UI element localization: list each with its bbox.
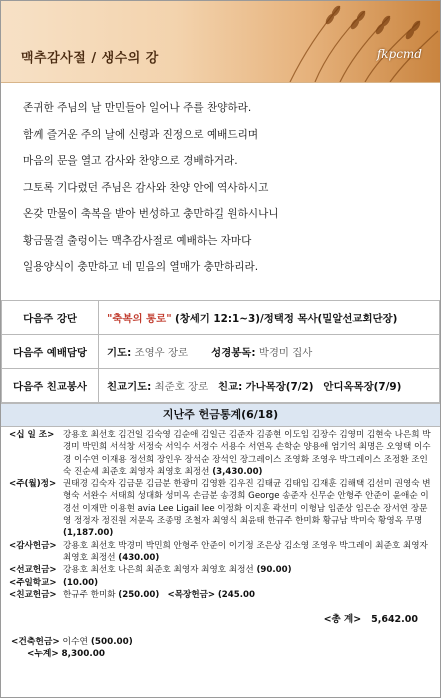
fellowship-offering-names: 한규주 한미화	[63, 589, 116, 600]
offering-total	[324, 611, 418, 625]
mission-names: 강용호 최선호 나은희 최준호 최영자 최영호 최정선	[63, 565, 254, 576]
header-banner	[1, 1, 440, 83]
poem-line: 존귀한 주님의 날 만민들아 일어나 주를 찬양하라.	[23, 102, 252, 114]
reading-label: 성경봉독:	[211, 347, 256, 359]
building-fund	[11, 636, 133, 660]
weekly-names: 권태경 김숙자 김금문 김금분 한광미 김영환 김우진 김태균 김태임 김재훈 김해택 김선미 권영숙 변형숙 서완수 서태희 성대화 성미옥 손금분 송경희 George 송준자 신무순 안형주 안준이 윤애순 이경선 이재만 이용현 avia Lee Ligail lee 이정화 이지훈 곽선미 이형남 임준상 임은순 장서연 장문영 정정자 정진원 저문옥 조종명 조철자 최영식 최윤태 한규주 한미화 황규남 박미숙 황영옥 무명	[63, 479, 431, 527]
tithe-names: 강용호 최선호 김건일 김숙영 김순애 김일근 김준자 김종현 이도임 김장수 김영미 김현숙 나은희 박경미 박민희 서석창 서정숙 서익수 서정수 서용수 서연옥 손학순 양용애 엄기억 최명은 오영택 이수경 이수연 이재용 정선희 장인우 장석순 장석인 장그레이스 조영화 조영우 박그레이스 조정환 조인숙 진순세 최준호 최영자 최영호 최정선	[63, 430, 431, 477]
prayer-label: 기도:	[107, 347, 132, 359]
poem-line: 온갖 만물이 축복을 받아 번성하고 충만하길 원하시나니	[23, 208, 279, 220]
prayer-name: 조영우 장로	[134, 347, 189, 359]
duty-label: 다음주 예배담당	[2, 335, 99, 369]
cell-offering-label: <목장헌금>	[167, 589, 216, 600]
building-amount: (500.00)	[90, 637, 133, 647]
sermon-label: 다음주 강단	[2, 301, 99, 335]
sermon-reference: (창세기 12:1~3)/정택정 목사(밀알선교회단장)	[174, 313, 398, 325]
cell-offering-amount: (245.00	[217, 589, 255, 600]
brand-name: fkpcmd	[376, 47, 422, 61]
reading-name: 박경미 집사	[258, 347, 313, 359]
schedule-row-sermon	[2, 301, 440, 335]
thanks-amount: (430.00)	[118, 552, 160, 563]
fellowship-group-b: 안디옥목장(7/9)	[323, 381, 402, 393]
hymn-text	[1, 83, 440, 281]
schedule-row-duty	[2, 335, 440, 369]
fellowship-prayer-name: 최준호 장로	[154, 381, 209, 393]
building-label: <건축헌금>	[11, 637, 60, 647]
poem-line: 그토록 기다렸던 주님은 감사와 찬양 안에 역사하시고	[23, 181, 269, 194]
offering-fellowship	[9, 589, 433, 601]
mission-label: <선교헌금>	[9, 565, 57, 576]
building-row	[11, 636, 133, 648]
offering-weekly	[9, 478, 433, 539]
offering-mission	[9, 564, 433, 576]
offering-tithe	[9, 429, 433, 478]
cumulative-row	[11, 648, 133, 660]
poem-line: 함께 즐거운 주의 날에 신령과 진정으로 예배드리며	[23, 128, 259, 141]
fellowship-label: 다음주 친교봉사	[2, 369, 99, 403]
weekly-amount: (1,187.00)	[63, 528, 114, 539]
school-label: <주일학교>	[9, 577, 57, 588]
thanks-label: <감사헌금>	[9, 540, 57, 551]
sermon-title: "축복의 통로"	[107, 313, 172, 325]
fellowship-service-label: 친교:	[218, 381, 243, 393]
fellowship-prayer-label: 친교기도:	[107, 381, 152, 393]
offering-heading: 지난주 헌금통계(6/18)	[1, 403, 440, 427]
schedule-row-fellowship	[2, 369, 440, 403]
tithe-label: <십 일 조>	[9, 430, 55, 440]
school-amount: (10.00)	[63, 577, 99, 588]
fellowship-value	[99, 369, 440, 403]
cumulative-amount: 8,300.00	[61, 649, 105, 659]
header-title: 맥추감사절 / 생수의 강	[21, 51, 159, 66]
tithe-amount: (3,430.00)	[212, 466, 263, 477]
sermon-value	[99, 301, 440, 335]
duty-value	[99, 335, 440, 369]
fellowship-group-a: 가나목장(7/2)	[245, 381, 314, 393]
poem-line: 일용양식이 충만하고 네 믿음의 열매가 충만하리라.	[23, 261, 259, 273]
offering-list	[9, 429, 433, 601]
cumulative-label: <누계>	[27, 649, 59, 659]
wheat-image	[270, 1, 440, 82]
fellowship-offering-amount: (250.00)	[118, 589, 160, 600]
poem-line: 황금물결 출렁이는 맥추감사절로 예배하는 자마다	[23, 234, 252, 247]
mission-amount: (90.00)	[256, 565, 292, 576]
building-names: 이수연	[62, 637, 89, 647]
poem-line: 마음의 문을 열고 감사와 찬양으로 경배하거라.	[23, 155, 238, 167]
offering-school	[9, 577, 433, 589]
total-amount: 5,642.00	[371, 614, 418, 625]
weekly-label: <주(월)정>	[9, 479, 57, 490]
fellowship-offering-label: <친교헌금>	[9, 589, 57, 600]
thanks-names: 강용호 최선호 박경미 박민희 안형주 안준이 이기정 조은상 김소영 조영우 박그레이 최준호 최영자 최영호 최정선	[63, 540, 428, 563]
total-label: <총 계>	[323, 614, 362, 625]
offering-thanks	[9, 540, 433, 565]
schedule-table	[1, 300, 440, 403]
